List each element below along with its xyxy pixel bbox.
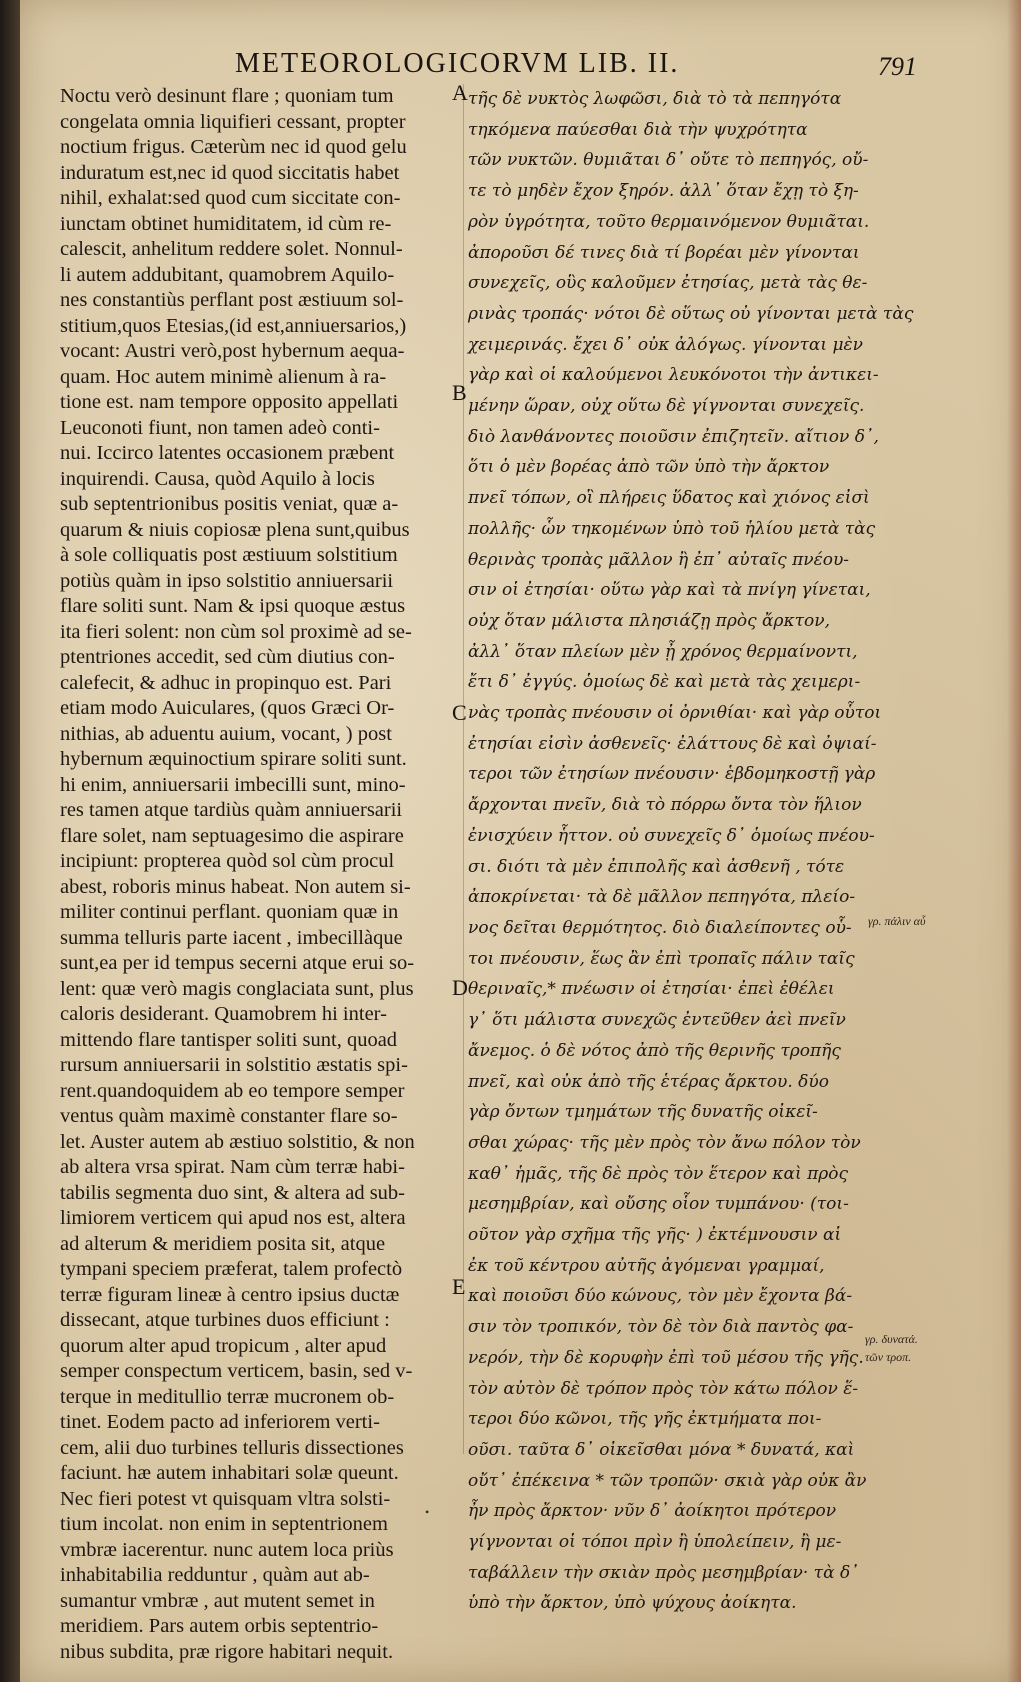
latin-text-line: summa telluris parte iacent , imbecillàque xyxy=(60,926,403,949)
section-marker-c: C xyxy=(452,700,467,725)
greek-text-line: οὐχ ὅταν μάλιστα πλησιάζῃ πρὸς ἄρκτον, xyxy=(468,610,831,631)
latin-text-line: abest, roboris minus habeat. Non autem si- xyxy=(60,875,411,898)
section-marker-d: D xyxy=(452,975,468,1000)
latin-text-line: Nec fieri potest vt quisquam vltra solsti- xyxy=(60,1487,391,1510)
latin-text-line: ita fieri solent: non cùm sol proximè ad se- xyxy=(60,620,412,643)
greek-text-line: μένην ὥραν, οὐχ οὕτω δὲ γίγνονται συνεχεῖς. xyxy=(468,396,865,417)
latin-text-line: tione est. nam tempore opposito appellati xyxy=(60,391,399,413)
latin-text-line: res tamen atque tardiùs quàm anniuersarii xyxy=(60,799,403,821)
latin-text-line: tabilis segmenta duo sint, & altera ad sub- xyxy=(60,1181,406,1204)
column-divider xyxy=(463,84,464,1454)
running-header: METEOROLOGICORVM LIB. II. xyxy=(235,48,680,79)
greek-text-line: καὶ ποιοῦσι δύο κώνους, τὸν μὲν ἔχοντα βά- xyxy=(468,1286,853,1307)
greek-text-line: χειμερινάς. ἔχει δ᾽ οὐκ ἀλόγως. γίνονται μὲν xyxy=(468,334,863,355)
greek-text-line: τῆς δὲ νυκτὸς λωφῶσι, διὰ τὸ τὰ πεπηγότα xyxy=(468,89,842,109)
latin-text-line: li autem addubitant, quamobrem Aquilo- xyxy=(60,263,395,286)
latin-text-line: nibus subdita, præ rigore habitari nequit. xyxy=(60,1640,394,1663)
latin-text-line: sunt,ea per id tempus secerni atque erui so- xyxy=(60,952,415,974)
greek-text-line: καθ᾽ ἡμᾶς, τῆς δὲ πρὸς τὸν ἕτερον καὶ πρὸς xyxy=(468,1163,849,1184)
latin-text-line: semper conspectum verticem, basin, sed v- xyxy=(60,1360,413,1382)
greek-text-line: τε τὸ μηδὲν ἔχον ξηρόν. ἀλλ᾽ ὅταν ἔχῃ τὸ ξη- xyxy=(468,181,859,202)
page-edge xyxy=(1007,0,1021,1682)
latin-text-line: hi enim, anniuersarii imbecilli sunt, mino- xyxy=(60,773,406,796)
latin-text-line: quarum & niuis copiosæ plena sunt,quibus xyxy=(60,518,410,541)
latin-text-line: etiam modo Auiculares, (quos Græci Or- xyxy=(60,697,395,719)
greek-text-line: νος δεῖται θερμότητος. διὸ διαλείποντες οὗ- xyxy=(468,917,852,938)
greek-text-line: σιν οἱ ἐτησίαι· οὕτω γὰρ καὶ τὰ πνίγη γίνεται, xyxy=(468,580,871,601)
greek-text-line: ἦν πρὸς ἄρκτον· νῦν δ᾽ ἀοίκητοι πρότερον xyxy=(468,1501,837,1522)
greek-text-line: ἐκ τοῦ κέντρου αὐτῆς ἀγόμεναι γραμμαί, xyxy=(468,1255,825,1276)
latin-text-line: terque in meditullio terræ mucronem ob- xyxy=(60,1385,395,1408)
latin-text-line: militer continui perflant. quoniam quæ in xyxy=(60,901,399,923)
greek-text-line: ἐτησίαι εἰσὶν ἀσθενεῖς· ἐλάττους δὲ καὶ ὀψιαί- xyxy=(468,733,877,754)
latin-text-line: calescit, anhelitum reddere solet. Nonnul- xyxy=(60,238,403,260)
latin-text-line: noctium frigus. Cæterùm nec id quod gelu xyxy=(60,136,407,158)
latin-text-line: iunctam obtinet humiditatem, id cùm re- xyxy=(60,212,392,235)
latin-text-line: terræ figuram lineæ à centro ipsius ductæ xyxy=(60,1283,400,1306)
latin-text-line: tympani speciem præferat, talem profectò xyxy=(60,1258,403,1280)
latin-text-line: calefecit, & adhuc in propinquo est. Pari xyxy=(60,671,392,694)
greek-text-line: τοι πνέουσιν, ἕως ἂν ἐπὶ τροπαῖς πάλιν ταῖς xyxy=(468,948,855,969)
latin-text-line: ptentriones accedit, sed cùm diutius con- xyxy=(60,646,395,668)
greek-text-line: ἄνεμος. ὁ δὲ νότος ἀπὸ τῆς θερινῆς τροπῆς xyxy=(468,1040,841,1061)
greek-text-line: ρὸν ὑγρότητα, τοῦτο θερμαινόμενον θυμιᾶται. xyxy=(468,211,870,232)
latin-text-line: let. Auster autem ab æstiuo solstitio, & non xyxy=(60,1130,415,1153)
greek-text-line: γὰρ καὶ οἱ καλούμενοι λευκόνοτοι τὴν ἀντικει- xyxy=(468,365,879,386)
greek-text-line: ταβάλλειν τὴν σκιὰν πρὸς μεσημβρίαν· τὰ δ᾽ xyxy=(468,1562,859,1583)
greek-text-line: ὅτι ὁ μὲν βορέας ἀπὸ τῶν ὑπὸ τὴν ἄρκτον xyxy=(468,457,830,478)
latin-text-line: meridiem. Pars autem orbis septentrio- xyxy=(60,1615,379,1637)
greek-text-line: ἐνισχύειν ἧττον. οὐ συνεχεῖς δ᾽ ὁμοίως πνέου- xyxy=(468,825,875,846)
latin-text-line: flare soliti sunt. Nam & ipsi quoque æstus xyxy=(60,595,406,617)
latin-text-line: faciunt. hæ autem inhabitari solæ queunt. xyxy=(60,1462,399,1484)
greek-text-line: οῦσι. ταῦτα δ᾽ οἰκεῖσθαι μόνα * δυνατά, καὶ xyxy=(468,1439,855,1460)
book-page xyxy=(20,0,1021,1682)
latin-text-line: stitium,quos Etesias,(id est,anniuersarios,) xyxy=(60,314,407,337)
margin-note: τῶν τροπ. xyxy=(865,1350,912,1364)
greek-text-line: ἀποκρίνεται· τὰ δὲ μᾶλλον πεπηγότα, πλείο- xyxy=(468,887,856,908)
greek-text-line: τὸν αὐτὸν δὲ τρόπον πρὸς τὸν κάτω πόλον ἕ- xyxy=(468,1378,859,1399)
latin-text-line: rent.quandoquidem ab eo tempore semper xyxy=(60,1079,405,1102)
latin-text-line: sub septentrionibus positis veniat, quæ a- xyxy=(60,493,399,515)
greek-text-line: θερινὰς τροπὰς μᾶλλον ἢ ἐπ᾽ αὐταῖς πνέου- xyxy=(468,549,850,570)
latin-text-line: caloris desiderant. Quamobrem hi inter- xyxy=(60,1003,387,1025)
greek-text-line: οῦτον γὰρ σχῆμα τῆς γῆς· ) ἐκτέμνουσιν αἱ xyxy=(468,1225,842,1246)
greek-text-line: ὑπὸ τὴν ἄρκτον, ὑπὸ ψύχους ἀοίκητα. xyxy=(468,1593,797,1614)
latin-text-line: ab altera vrsa spirat. Nam cùm terræ habi- xyxy=(60,1156,405,1178)
greek-text-line: τεροι τῶν ἐτησίων πνέουσιν· ἑβδομηκοστῇ γὰρ xyxy=(468,764,876,785)
greek-text-line: νερόν, τὴν δὲ κορυφὴν ἐπὶ τοῦ μέσου τῆς γῆς. xyxy=(468,1347,864,1368)
latin-text-line: nui. Iccirco latentes occasionem præbent xyxy=(60,442,395,464)
greek-text-line: ρινὰς τροπάς· νότοι δὲ οὕτως οὐ γίνονται μετὰ τὰς xyxy=(468,303,914,324)
greek-text-line: πολλῆς· ὧν τηκομένων ὑπὸ τοῦ ἡλίου μετὰ τὰς xyxy=(468,518,876,539)
greek-text-line: τεροι δύο κῶνοι, τῆς γῆς ἐκτμήματα ποι- xyxy=(468,1409,822,1430)
latin-text-line: congelata omnia liquifieri cessant, propter xyxy=(60,110,406,133)
latin-text-line: hybernum æquinoctium spirare soliti sunt. xyxy=(60,748,407,770)
latin-text-line: vmbræ iacerentur. nunc autem loca priùs xyxy=(60,1538,394,1561)
greek-text-line: μεσημβρίαν, καὶ οὔσης οἷον τυμπάνου· (τοι- xyxy=(468,1194,849,1215)
margin-note: γρ. πάλιν αὖ xyxy=(868,914,926,928)
section-marker-a: A xyxy=(452,80,468,105)
greek-text-line: σιν τὸν τροπικόν, τὸν δὲ τὸν διὰ παντὸς φα- xyxy=(468,1317,854,1338)
latin-text-line: incipiunt: propterea quòd sol cùm procul xyxy=(60,850,395,872)
greek-text-line: γ᾽ ὅτι μάλιστα συνεχῶς ἐντεῦθεν ἀεὶ πνεῖν xyxy=(468,1010,846,1031)
latin-text-line: Leuconoti fiunt, non tamen adeò conti- xyxy=(60,416,380,439)
greek-text-line: σθαι χώρας· τῆς μὲν πρὸς τὸν ἄνω πόλον τὸν xyxy=(468,1132,861,1153)
latin-text-line: ad alterum & meridiem posita sit, atque xyxy=(60,1232,386,1255)
greek-text-line: ἀλλ᾽ ὅταν πλείων μὲν ᾖ χρόνος θερμαίνοντι, xyxy=(468,641,858,662)
latin-text-line: mittendo flare tantisper soliti sunt, quoad xyxy=(60,1028,398,1051)
greek-text-line: τῶν νυκτῶν. θυμιᾶται δ᾽ οὔτε τὸ πεπηγός, οὔ- xyxy=(468,150,869,171)
latin-text-line: nithias, ab aduentu auium, vocant, ) post xyxy=(60,722,392,745)
latin-text-line: limiorem verticem qui apud nos est, altera xyxy=(60,1207,406,1229)
latin-text-line: cem, alii duo turbines telluris dissectiones xyxy=(60,1436,404,1459)
greek-text-line: νὰς τροπὰς πνέουσιν οἱ ὀρνιθίαι· καὶ γὰρ οὗτοι xyxy=(468,703,882,724)
section-marker-e: E xyxy=(452,1274,466,1299)
greek-text-line: διὸ λανθάνοντες ποιοῦσιν ἐπιζητεῖν. αἴτιον δ᾽, xyxy=(468,426,879,447)
section-marker-b: B xyxy=(452,380,467,405)
greek-text-line: τηκόμενα παύεσθαι διὰ τὴν ψυχρότητα xyxy=(468,119,808,140)
latin-text-line: ventus quàm maximè constanter flare so- xyxy=(60,1105,398,1127)
latin-text-line: nihil, exhalat:sed quod cum siccitate con- xyxy=(60,187,401,209)
greek-text-line: σι. διότι τὰ μὲν ἐπιπολῆς καὶ ἀσθενῆ , τότε xyxy=(468,856,845,877)
greek-text-line: ἄρχονται πνεῖν, διὰ τὸ πόρρω ὄντα τὸν ἥλιον xyxy=(468,795,862,816)
latin-text-line: induratum est,nec id quod siccitatis habet xyxy=(60,161,400,184)
latin-text-line: quam. Hoc autem minimè alienum à ra- xyxy=(60,365,387,388)
latin-text-line: sumantur vmbræ , aut mutent semet in xyxy=(60,1589,375,1612)
latin-text-line: inhabitabilia redduntur , quàm aut ab- xyxy=(60,1564,370,1586)
greek-text-line: γίγνονται οἱ τόποι πρὶν ἢ ὑπολείπειν, ἢ με- xyxy=(468,1532,842,1553)
latin-text-line: potiùs quàm in ipso solstitio anniuersarii xyxy=(60,569,394,592)
latin-column xyxy=(60,84,455,1665)
greek-text-line: γὰρ ὄντων τμημάτων τῆς δυνατῆς οἰκεῖ- xyxy=(468,1102,818,1123)
latin-text-line: vocant: Austri verò,post hybernum aequa- xyxy=(60,340,405,362)
latin-text-line: inquirendi. Causa, quòd Aquilo à locis xyxy=(60,467,375,490)
greek-text-line: συνεχεῖς, οὓς καλοῦμεν ἐτησίας, μετὰ τὰς θε- xyxy=(468,273,868,294)
latin-text-line: rursum anniuersarii in solstitio æstatis spi- xyxy=(60,1054,408,1076)
margin-note: γρ. δυνατά. xyxy=(865,1332,918,1346)
latin-text-line: lent: quæ verò magis conglaciata sunt, plus xyxy=(60,977,414,1000)
greek-text-line: πνεῖ τόπων, οἳ πλήρεις ὕδατος καὶ χιόνος εἰσὶ xyxy=(468,488,870,509)
latin-text-line: à sole colliquatis post æstiuum solstitium xyxy=(60,544,398,566)
footer-mark: • xyxy=(425,1505,430,1519)
latin-text-line: dissecant, atque turbines duos efficiunt : xyxy=(60,1309,390,1331)
greek-text-line: ἔτι δ᾽ ἐγγύς. ὁμοίως δὲ καὶ μετὰ τὰς χειμερι- xyxy=(468,672,861,693)
greek-text-line: οὔτ᾽ ἐπέκεινα * τῶν τροπῶν· σκιὰ γὰρ οὐκ ἂν xyxy=(468,1470,867,1491)
latin-text-line: flare solet, nam septuagesimo die aspirare xyxy=(60,824,404,847)
latin-text-line: Noctu verò desinunt flare ; quoniam tum xyxy=(60,85,394,107)
latin-text-line: quorum alter apud tropicum , alter apud xyxy=(60,1334,387,1357)
latin-text-line: nes constantiùs perflant post æstiuum sol- xyxy=(60,289,404,311)
greek-text-line: ἀποροῦσι δέ τινες διὰ τί βορέαι μὲν γίνονται xyxy=(468,242,860,263)
greek-text-line: πνεῖ, καὶ οὐκ ἀπὸ τῆς ἑτέρας ἄρκτου. δύο xyxy=(468,1071,829,1092)
latin-text-line: tium incolat. non enim in septentrionem xyxy=(60,1513,388,1535)
page-number: 791 xyxy=(878,52,917,81)
greek-text-line: θεριναῖς,* πνέωσιν οἱ ἐτησίαι· ἐπεὶ ἐθέλει xyxy=(468,979,835,1000)
binding-edge xyxy=(0,0,20,1682)
latin-text-line: tinet. Eodem pacto ad inferiorem verti- xyxy=(60,1411,380,1433)
